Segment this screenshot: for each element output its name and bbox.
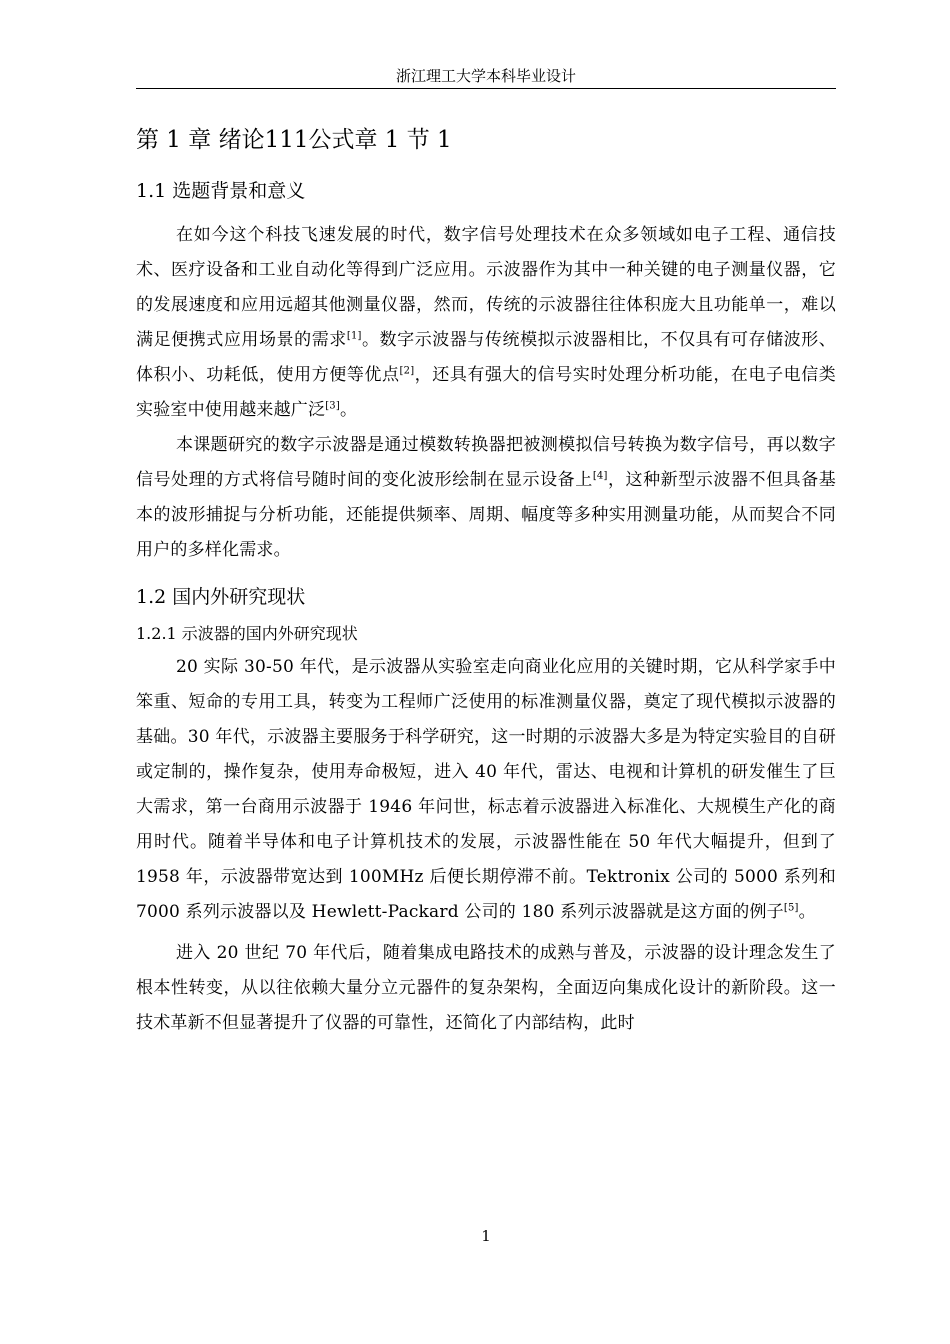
subsection-title-1-2-1: 1.2.1 示波器的国内外研究现状 [136, 624, 358, 643]
paragraph-background-1 [136, 218, 836, 428]
page-number: 1 [481, 1227, 491, 1245]
paragraph-text: ，还具有强大的信号实时处理分析功能，在电子电信类实验室中使用越来越广泛 [136, 365, 836, 420]
running-header: 浙江理工大学本科毕业设计 [395, 67, 576, 85]
paragraph-text: 。 [798, 902, 816, 922]
section-title-1-2: 1.2 国内外研究现状 [136, 586, 306, 608]
citation-ref: [5] [783, 902, 799, 914]
citation-ref: [4] [592, 470, 608, 482]
citation-ref: [2] [399, 365, 415, 377]
citation-ref: [1] [346, 330, 362, 342]
citation-ref: [3] [325, 400, 340, 412]
paragraph-text: ，这种新型示波器不但具备基本的波形捕捉与分析功能，还能提供频率、周期、幅度等多种实用测量功能，从而契合不同用户的多样化需求。 [136, 470, 837, 560]
paragraph-text: 。 [339, 400, 358, 420]
paragraph-text: 在如今这个科技飞速发展的时代，数字信号处理技术在众多领域如电子工程、通信技术、医疗设备和工业自动化等得到广泛应用。示波器作为其中一种关键的电子测量仪器，它的发展速度和应用远超其他测量仪器，然而，传统的示波器往往体积庞大且功能单一，难以满足便携式应用场景的需求 [136, 225, 836, 350]
section-title-1-1: 1.1 选题背景和意义 [136, 180, 306, 202]
chapter-title: 第 1 章 绪论111公式章 1 节 1 [136, 127, 452, 153]
paragraph-text: 20 实际 30-50 年代，是示波器从实验室走向商业化应用的关键时期，它从科学家手中笨重、短命的专用工具，转变为工程师广泛使用的标准测量仪器，奠定了现代模拟示波器的基础。30 年代，示波器主要服务于科学研究，这一时期的示波器大多是为特定实验目的自研或定制的，操作复杂，使用寿命极短，进入 40 年代，雷达、电视和计算机的研发催生了巨大需求，第一台商用示波器于 1946 年问世，标志着示波器进入标准化、大规模生产化的商用时代。随着半导体和电子计算机技术的发展，示波器性能在 50 年代大幅提升，但到了 1958 年，示波器带宽达到 100MHz 后便长期停滞不前。Tektronix 公司的 5000 系列和 7000 系列示波器以及 Hewlett-Packard 公司的 180 系列示波器就是这方面的例子 [136, 657, 836, 922]
header-rule [136, 88, 836, 89]
paragraph-history-2: 进入 20 世纪 70 年代后，随着集成电路技术的成熟与普及，示波器的设计理念发生了根本性转变，从以往依赖大量分立元器件的复杂架构，全面迈向集成化设计的新阶段。这一技术革新不但显著提升了仪器的可靠性，还简化了内部结构，此时 [136, 943, 836, 1033]
paragraph-text: 。数字示波器与传统模拟示波器相比，不仅具有可存储波形、体积小、功耗低，使用方便等优点 [136, 330, 836, 385]
page-body [136, 120, 836, 1041]
paragraph-text: 本课题研究的数字示波器是通过模数转换器把被测模拟信号转换为数字信号，再以数字信号处理的方式将信号随时间的变化波形绘制在显示设备上 [136, 435, 836, 490]
paragraph-background-2 [136, 428, 836, 568]
paragraph-history-1 [136, 650, 836, 930]
